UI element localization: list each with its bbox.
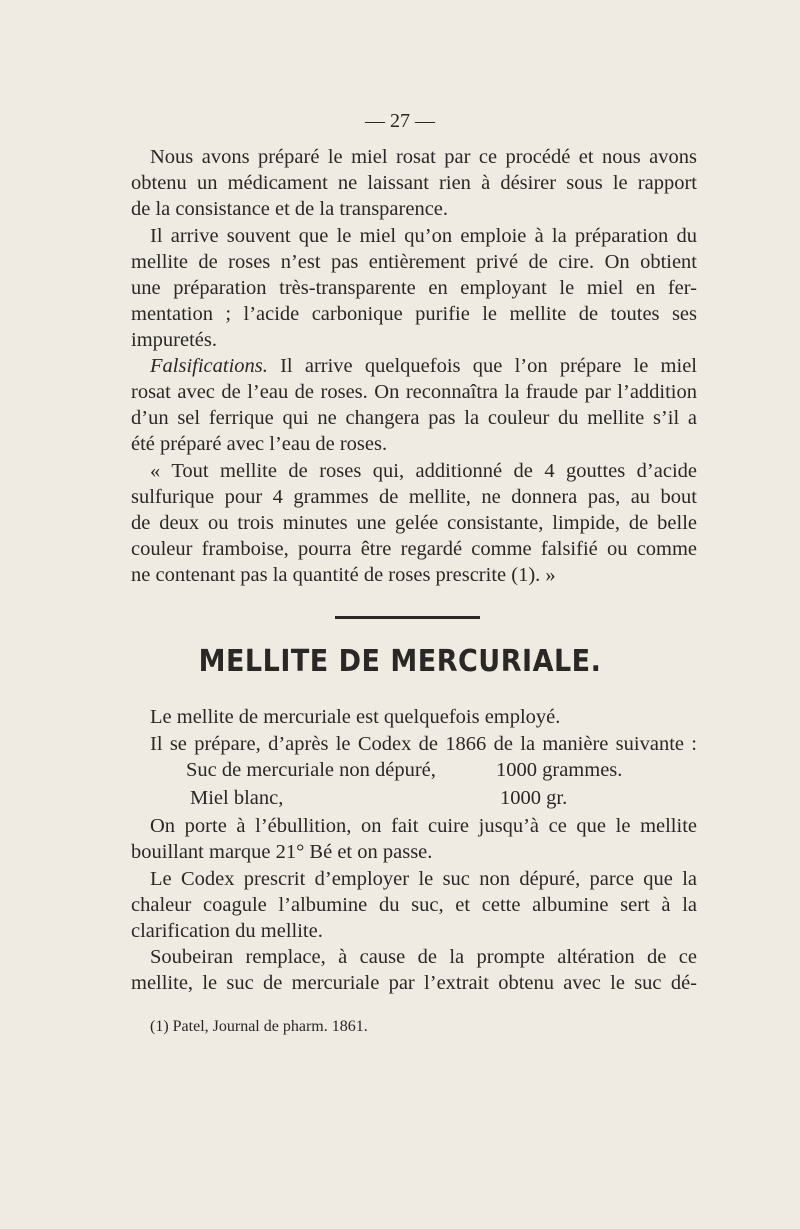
para1-line: de la consistance et de la transparence. bbox=[131, 198, 449, 220]
recipe-ingredient: Miel blanc, bbox=[190, 787, 284, 809]
para3-line: été préparé avec l’eau de roses. bbox=[131, 433, 388, 455]
recipe-ingredient: Suc de mercuriale non dépuré, bbox=[186, 759, 436, 781]
para3-line: d’un sel ferrique qui ne changera pas la couleur du mellite s’il a bbox=[131, 407, 697, 429]
page-number: — 27 — bbox=[365, 110, 435, 132]
footnote: (1) Patel, Journal de pharm. 1861. bbox=[150, 1018, 368, 1035]
recipe-quantity: 1000 grammes. bbox=[496, 759, 623, 781]
recipe-quantity: 1000 gr. bbox=[500, 787, 568, 809]
para7-line: On porte à l’ébullition, on fait cuire jusqu’à ce que le mellite bbox=[150, 815, 697, 837]
quote-line: ne contenant pas la quantité de roses prescrite (1). » bbox=[131, 564, 556, 586]
para1-line: obtenu un médicament ne laissant rien à désirer sous le rapport bbox=[131, 172, 697, 194]
para6-line: Il se prépare, d’après le Codex de 1866 de la manière suivante : bbox=[150, 733, 697, 755]
para3-first-line bbox=[150, 353, 697, 379]
section-title: MELLITE DE MERCURIALE. bbox=[198, 644, 602, 679]
section-divider bbox=[335, 616, 480, 619]
falsifications-label: Falsifications. bbox=[150, 355, 268, 377]
para9-line: mellite, le suc de mercuriale par l’extrait obtenu avec le suc dé- bbox=[131, 972, 697, 994]
quote-line: « Tout mellite de roses qui, additionné de 4 gouttes d’acide bbox=[150, 460, 697, 482]
para3-first-line-text: Il arrive quelquefois que l’on prépare le miel bbox=[267, 355, 697, 377]
quote-line: de deux ou trois minutes une gelée consistante, limpide, de belle bbox=[131, 512, 697, 534]
quote-line: couleur framboise, pourra être regardé comme falsifié ou comme bbox=[131, 538, 697, 560]
para7-line: bouillant marque 21° Bé et on passe. bbox=[131, 841, 433, 863]
para8-line: Le Codex prescrit d’employer le suc non dépuré, parce que la bbox=[150, 868, 697, 890]
para3-line: rosat avec de l’eau de roses. On reconnaîtra la fraude par l’addition bbox=[131, 381, 697, 403]
para1-line: Nous avons préparé le miel rosat par ce procédé et nous avons bbox=[150, 146, 697, 168]
quote-line: sulfurique pour 4 grammes de mellite, ne donnera pas, au bout bbox=[131, 486, 697, 508]
para9-line: Soubeiran remplace, à cause de la prompte altération de ce bbox=[150, 946, 697, 968]
para8-line: chaleur coagule l’albumine du suc, et cette albumine sert à la bbox=[131, 894, 697, 916]
para2-line: mellite de roses n’est pas entièrement privé de cire. On obtient bbox=[131, 251, 697, 273]
para5-line: Le mellite de mercuriale est quelquefois employé. bbox=[150, 706, 561, 728]
para2-line: mentation ; l’acide carbonique purifie le mellite de toutes ses bbox=[131, 303, 697, 325]
para2-line: une préparation très-transparente en employant le miel en fer- bbox=[131, 277, 697, 299]
para2-line: impuretés. bbox=[131, 329, 217, 351]
para8-line: clarification du mellite. bbox=[131, 920, 323, 942]
para2-line: Il arrive souvent que le miel qu’on emploie à la préparation du bbox=[150, 225, 697, 247]
